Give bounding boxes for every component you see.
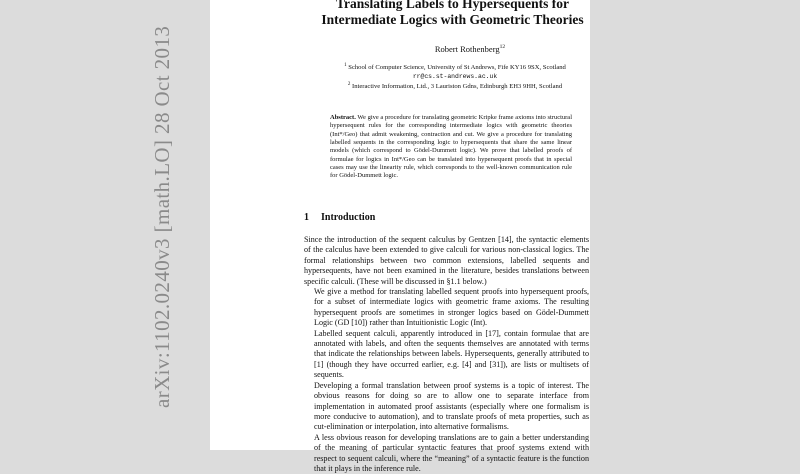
affiliation-number: 1 [344,63,347,68]
section-number: 1 [304,212,309,223]
abstract [330,114,572,181]
paragraph: We give a method for translating labelled sequent proofs into hypersequent proofs, for a subset of intermediate logics with geometric frame axioms. The resulting hypersequent proofs are sometimes in stronger logics based on Gödel-Dummett Logic (GD [10]) rather than Intuitionistic Logic (Int). [314,287,589,328]
paragraph: A less obvious reason for developing translations are to gain a better understanding of the meaning of particular syntactic features that proof systems extend with respect to sequent calculi, where the “meaning” of a syntactic feature is the function that it plays in the inference rule. [314,432,589,473]
abstract-label: Abstract. [330,114,356,121]
paragraph: Since the introduction of the sequent calculus by Gentzen [14], the syntactic elements of the calculus have been extended to give calculi for various non-classical logics. The formal relationships between two common extensions, labelled sequents and hypersequents, have not been examined in the literature, besides translations between specific calculi. (These will be discussed in §1.1 below.) [304,235,589,286]
affiliation-2 [320,81,590,92]
author-line [400,44,540,54]
affiliation-text: Interactive Information, Ltd., 3 Lauriston Gdns, Edinburgh EH3 9HH, Scotland [352,83,563,91]
author-affiliation-marks: 12 [499,44,506,51]
paper-page [210,0,590,473]
affiliation-email: rr@cs.st-andrews.ac.uk [412,72,498,80]
affiliation-text: School of Computer Science, University of St Andrews, Fife KY16 9SX, Scotland [348,64,566,72]
paper-title: Translating Labels to Hypersequents for Intermediate Logics with Geometric Theories [321,0,584,27]
arxiv-stamp: arXiv:1102.0240v3 [math.LO] 28 Oct 2013 [150,25,174,408]
affiliation-1 [320,62,590,81]
paragraph: Labelled sequent calculi, apparently introduced in [17], contain formulae that are annotated with labels, and often the sequents themselves are annotated with terms that indicate the relationships between labels. Hypersequents, generally attributed to [1] (though they have occurred earlier, e.g. [4] and [31]), are lists or multisets of sequents. [314,328,589,380]
paragraph: Developing a formal translation between proof systems is a topic of interest. The obvious reasons for doing so are to allow one to separate interface from implementation in automated proof assistants (especially where one formalism is more conducive to automation), and to translate proofs of meta properties, such as cut-elimination or interpolation, into alternative formalisms. [314,380,589,432]
affiliation-number: 2 [347,82,351,87]
abstract-text: We give a procedure for translating geometric Kripke frame axioms into structural hypersequent rules for the corresponding intermediate logics with geometric theories (Int*/Geo) that admit weakening, contraction and cut. We give a procedure for translating labelled sequents in the corresponding logic to hypersequents that share the same linear models (which correspond to Gödel-Dummett logic). We prove that labelled proofs of formulae for logics in Int*/Geo can be translated into hypersequent proofs that in special cases may use the linearity rule, which corresponds to the well-known communication rule for Gödel-Dummett logic. [330,114,572,180]
author-name: Robert Rothenberg [434,44,500,54]
section-heading [304,212,375,223]
intro-body [304,235,589,474]
section-title: Introduction [321,212,376,223]
